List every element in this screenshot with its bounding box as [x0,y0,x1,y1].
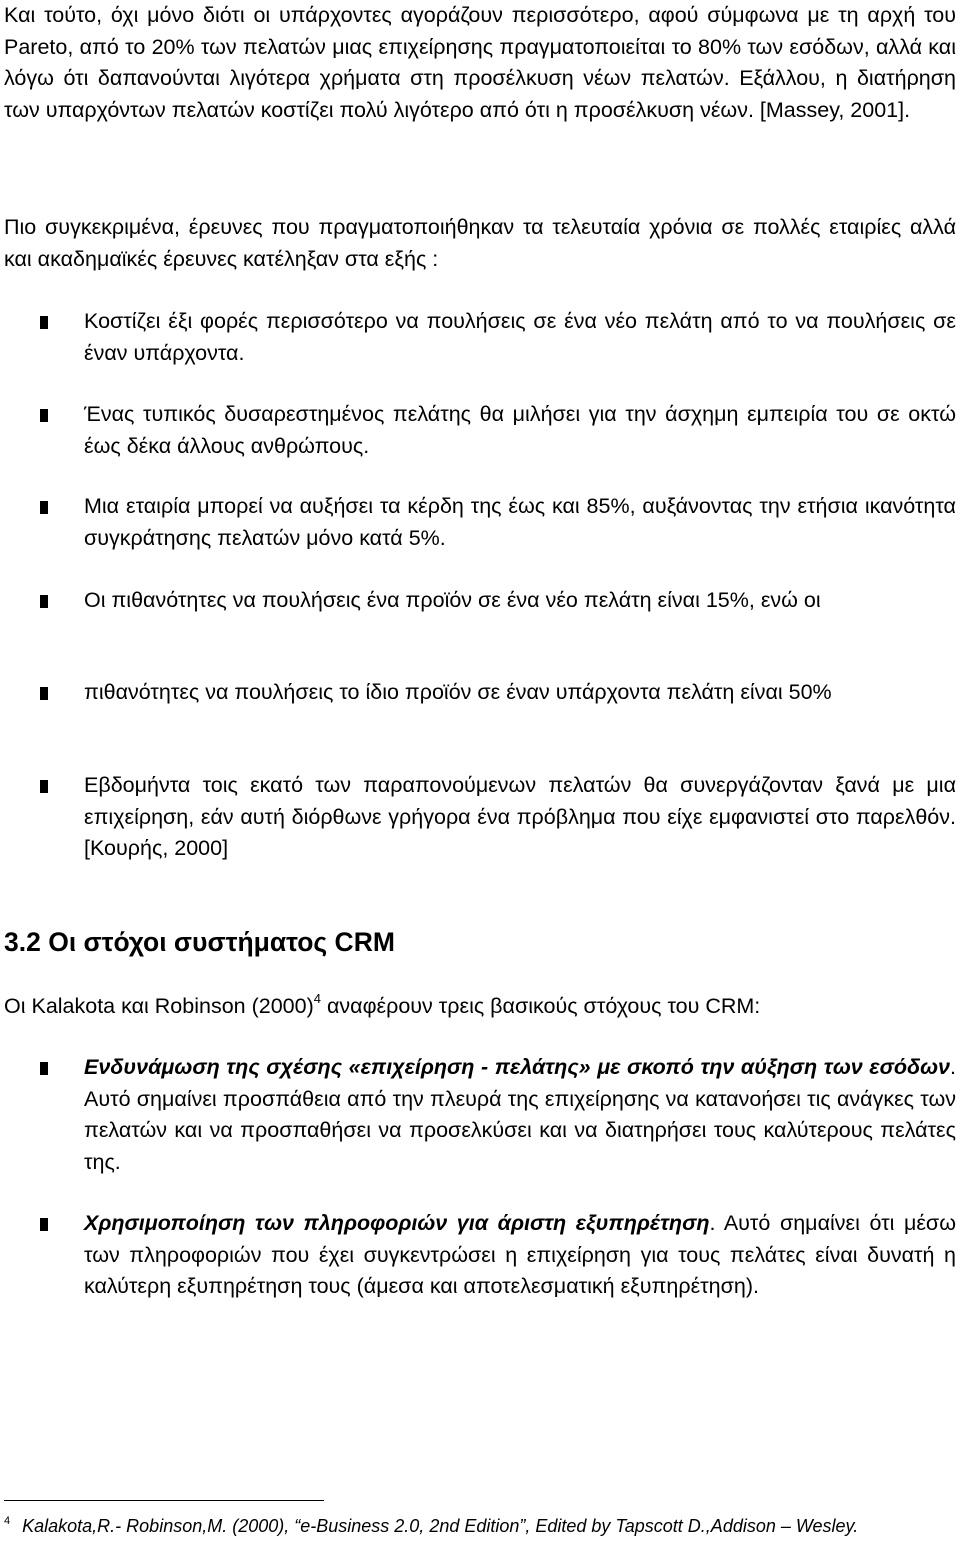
paragraph-pareto: Και τούτο, όχι μόνο διότι οι υπάρχοντες αγοράζουν περισσότερο, αφού σύμφωνα με τη αρχή του Pareto, από το 20% των πελατών μιας επιχείρησης πραγματοποιείται το 80% των εσόδων, αλλά και λόγω ότι δαπανούνται λιγότερα χρήματα στη προσέλκυση νέων πελατών. Εξάλλου, η διατήρηση των υπαρχόντων πελατών κοστίζει πολύ λιγότερο από ότι η προσέλκυση νέων. [Massey, 2001]. [4,3,956,122]
square-bullet-icon [40,780,48,793]
intro-text: Οι Kalakota και Robinson (2000) [4,994,314,1018]
square-bullet-icon [40,1218,48,1231]
goal-emphasis: Χρησιμοποίηση των πληροφοριών για άριστη εξυπηρέτηση [84,1211,710,1235]
intro-text-continued: αναφέρουν τρεις βασικούς στόχους του CRM: [320,994,761,1018]
square-bullet-icon [40,501,48,514]
square-bullet-icon [40,595,48,608]
list-item-text [84,1052,956,1178]
square-bullet-icon [40,687,48,700]
goal-emphasis: Ενδυνάμωση της σχέσης «επιχείρηση - πελάτης» με σκοπό την αύξηση των εσόδων [84,1055,951,1079]
paragraph-crm-goals-intro [4,991,956,1023]
footnote-number: 4 [4,1515,11,1527]
list-item-text: Μια εταιρία μπορεί να αυξήσει τα κέρδη της έως και 85%, αυξάνοντας την ετήσια ικανότητα συγκράτησης πελατών μόνο κατά 5%. [84,494,956,550]
list-item-text: Κοστίζει έξι φορές περισσότερο να πουλήσεις σε ένα νέο πελάτη από το να πουλήσεις σε έναν υπάρχοντα. [84,309,956,365]
list-item-text: πιθανότητες να πουλήσεις το ίδιο προϊόν σε έναν υπάρχοντα πελάτη είναι 50% [84,680,832,704]
square-bullet-icon [40,1062,48,1075]
section-heading: 3.2 Οι στόχοι συστήματος CRM [4,927,395,957]
goal-description: . Αυτό σημαίνει ότι μέσω των πληροφοριών που έχει συγκεντρώσει η επιχείρηση για τους πελάτες είναι δυνατή η καλύτερη εξυπηρέτηση τους (άμεσα και αποτελεσματική εξυπηρέτηση). [84,1211,956,1298]
list-item-text [84,1208,956,1303]
square-bullet-icon [40,316,48,329]
list-item-text: Εβδομήντα τοις εκατό των παραπονούμενων πελατών θα συνεργάζονταν ξανά με μια επιχείρηση, εάν αυτή διόρθωνε γρήγορα ένα πρόβλημα που είχε εμφανιστεί στο παρελθόν. [Κουρής, 2000] [84,773,956,860]
footnote [4,1513,956,1540]
goal-description: . Αυτό σημαίνει προσπάθεια από την πλευρά της επιχείρησης να κατανοήσει τις ανάγκες των πελατών και να προσπαθήσει να προσελκύσει και να διατηρήσει τους καλύτερους πελάτες της. [84,1055,956,1174]
footnote-text: Kalakota,R.- Robinson,M. (2000), “e-Business 2.0, 2nd Edition”, Edited by Tapscott D.,Addison – Wesley. [22,1516,859,1536]
footnote-separator [4,1500,324,1501]
list-item-text: Οι πιθανότητες να πουλήσεις ένα προϊόν σε ένα νέο πελάτη είναι 15%, ενώ οι [84,588,821,612]
footnote-reference[interactable]: 4 [313,991,321,1006]
square-bullet-icon [40,409,48,422]
paragraph-research-intro: Πιο συγκεκριμένα, έρευνες που πραγματοποιήθηκαν τα τελευταία χρόνια σε πολλές εταιρίες αλλά και ακαδημαϊκές έρευνες κατέληξαν στα εξής : [4,215,956,271]
list-item-text: Ένας τυπικός δυσαρεστημένος πελάτης θα μιλήσει για την άσχημη εμπειρία του σε οκτώ έως δέκα άλλους ανθρώπους. [84,402,956,458]
